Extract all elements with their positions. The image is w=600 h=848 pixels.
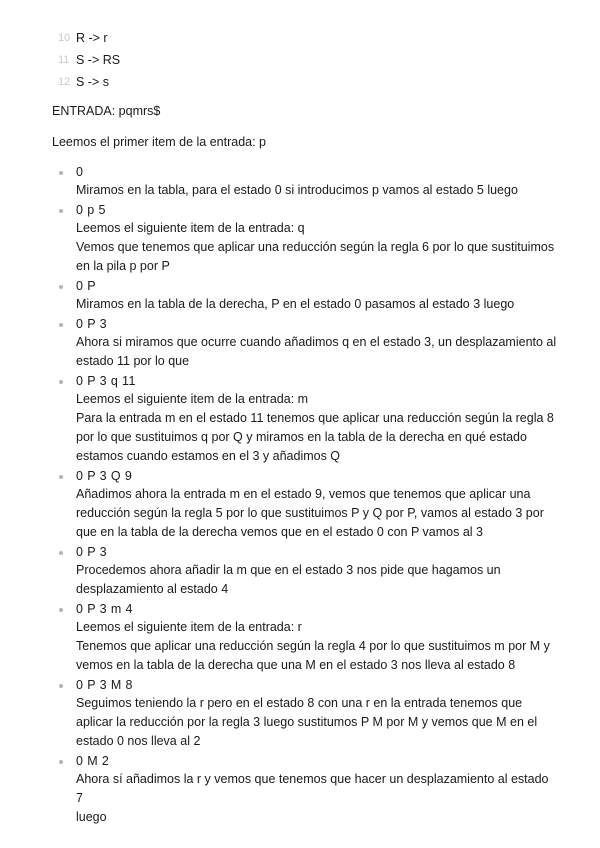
grammar-rule: [58, 74, 120, 96]
step-description-line: Seguimos teniendo la r pero en el estado 8 con una r en la entrada tenemos que: [76, 696, 523, 710]
line-number: 10: [58, 32, 71, 44]
step-description-line: Leemos el siguiente item de la entrada: q: [76, 221, 305, 235]
parse-step: [58, 373, 558, 466]
stack-state: 0 M 2: [76, 754, 110, 768]
stack-state: 0 P 3: [76, 545, 107, 559]
bullet-icon: [59, 380, 63, 384]
step-description-line: por lo que sustituimos q por Q y miramos en la tabla de la derecha en qué estado: [76, 430, 527, 444]
stack-state: 0 P: [76, 279, 96, 293]
step-description-line: reducción según la regla 5 por lo que sustituimos P y Q por P, vamos al estado 3 por: [76, 506, 544, 520]
first-item-text: Leemos el primer item de la entrada: p: [52, 135, 266, 149]
bullet-icon: [59, 608, 63, 612]
stack-state: 0: [76, 165, 84, 179]
grammar-rule: [58, 52, 120, 74]
step-description-line: estado 11 por lo que: [76, 354, 190, 368]
step-description-line: Tenemos que aplicar una reducción según la regla 4 por lo que sustituimos m por M y: [76, 639, 550, 653]
line-number: 11: [58, 54, 70, 66]
step-description-line: Ahora si miramos que ocurre cuando añadimos q en el estado 3, un desplazamiento al: [76, 335, 557, 349]
bullet-icon: [59, 475, 63, 479]
parse-step: [58, 164, 558, 200]
rule-text: S -> RS: [76, 53, 121, 67]
bullet-icon: [59, 323, 63, 327]
step-description-line: estamos cuando estamos en el 3 y añadimos Q: [76, 449, 341, 463]
grammar-rules: [58, 30, 120, 96]
stack-state: 0 p 5: [76, 203, 106, 217]
parse-step: [58, 601, 558, 675]
parse-step: [58, 278, 558, 314]
bullet-icon: [59, 209, 63, 213]
rule-text: S -> s: [76, 75, 109, 89]
stack-state: 0 P 3 m 4: [76, 602, 133, 616]
rule-text: R -> r: [76, 31, 108, 45]
line-number: 12: [58, 76, 71, 88]
step-description-line: Para la entrada m en el estado 11 tenemos que aplicar una reducción según la regla 8: [76, 411, 554, 425]
step-description-line: luego: [76, 810, 107, 824]
parse-step: [58, 316, 558, 371]
step-description-line: Ahora sí añadimos la r y vemos que tenemos que hacer un desplazamiento al estado 7: [76, 772, 549, 805]
parse-steps-list: [58, 164, 558, 829]
step-description-line: vemos en la tabla de la derecha que una M en el estado 3 nos lleva al estado 8: [76, 658, 516, 672]
parse-step: [58, 677, 558, 751]
bullet-icon: [59, 684, 63, 688]
step-description-line: Procedemos ahora añadir la m que en el estado 3 nos pide que hagamos un: [76, 563, 501, 577]
step-description-line: Añadimos ahora la entrada m en el estado 9, vemos que tenemos que aplicar una: [76, 487, 531, 501]
bullet-icon: [59, 171, 63, 175]
parse-step: [58, 202, 558, 276]
step-description-line: Miramos en la tabla de la derecha, P en el estado 0 pasamos al estado 3 luego: [76, 297, 515, 311]
grammar-rule: [58, 30, 120, 52]
parse-step: [58, 544, 558, 599]
step-description-line: desplazamiento al estado 4: [76, 582, 229, 596]
input-line: ENTRADA: pqmrs$: [52, 104, 161, 118]
bullet-icon: [59, 760, 63, 764]
step-description-line: Miramos en la tabla, para el estado 0 si introducimos p vamos al estado 5 luego: [76, 183, 518, 197]
bullet-icon: [59, 551, 63, 555]
step-description-line: Leemos el siguiente item de la entrada: r: [76, 620, 302, 634]
stack-state: 0 P 3 q 11: [76, 374, 136, 388]
bullet-icon: [59, 285, 63, 289]
step-description-line: aplicar la reducción por la regla 3 luego sustitumos P M por M y vemos que M en el: [76, 715, 538, 729]
stack-state: 0 P 3: [76, 317, 107, 331]
step-description-line: Leemos el siguiente item de la entrada: m: [76, 392, 309, 406]
step-description-line: Vemos que tenemos que aplicar una reducción según la regla 6 por lo que sustituimos: [76, 240, 555, 254]
parse-step: [58, 468, 558, 542]
step-description-line: estado 0 nos lleva al 2: [76, 734, 201, 748]
stack-state: 0 P 3 Q 9: [76, 469, 133, 483]
parse-step: [58, 753, 558, 827]
step-description-line: que en la tabla de la derecha vemos que en el estado 0 con P vamos al 3: [76, 525, 483, 539]
step-description-line: en la pila p por P: [76, 259, 170, 273]
stack-state: 0 P 3 M 8: [76, 678, 133, 692]
